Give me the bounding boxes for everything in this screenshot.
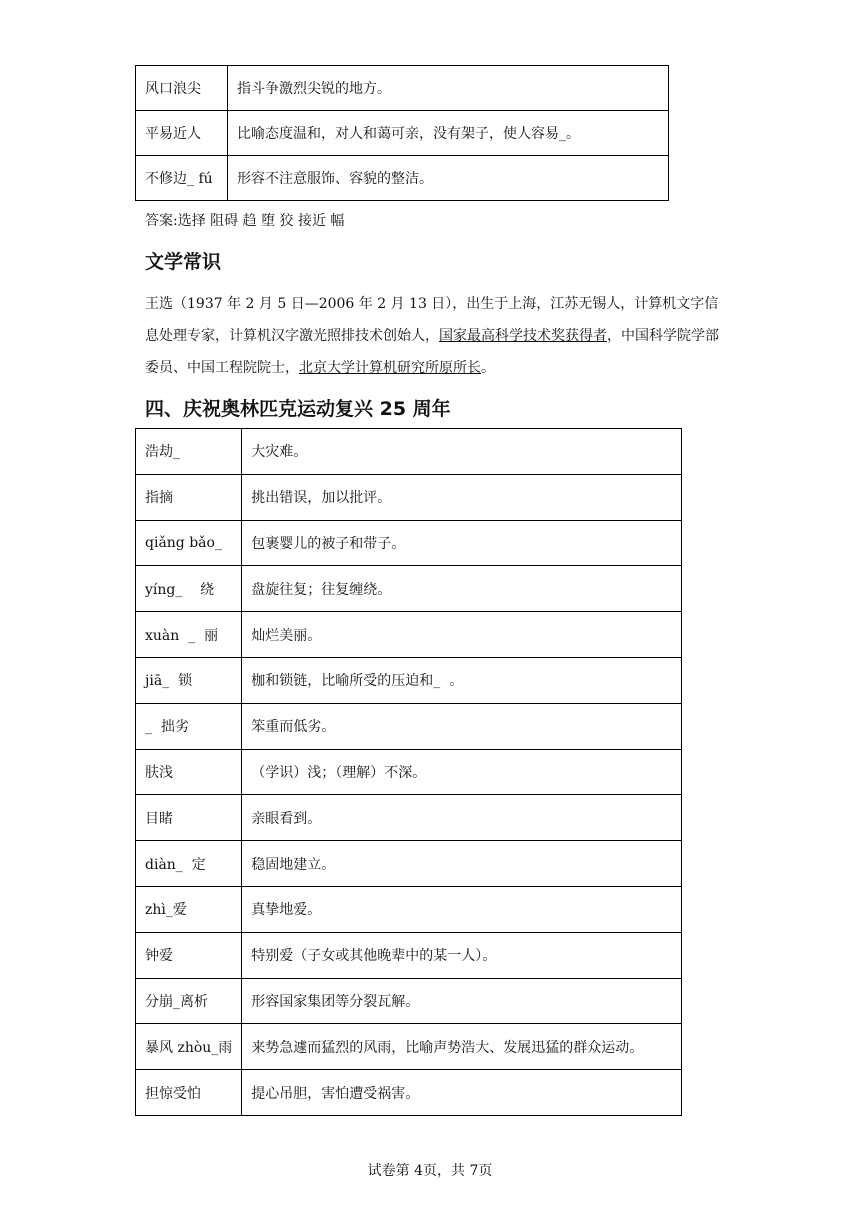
term-cell: xuàn _ 丽 <box>136 612 242 658</box>
section-heading-4: 四、庆祝奥林匹克运动复兴 25 周年 <box>145 398 451 420</box>
term-cell: 不修边_ fú <box>136 156 228 201</box>
underlined-phrase: 北京大学计算机研究所原所长 <box>299 360 481 376</box>
definition-cell: 稳固地建立。 <box>242 841 682 887</box>
definition-cell: 亲眼看到。 <box>242 795 682 841</box>
vocab-table-1 <box>135 65 669 201</box>
definition-cell: 真挚地爱。 <box>242 886 682 932</box>
term-cell: 担惊受怕 <box>136 1070 242 1116</box>
definition-cell: （学识）浅；（理解）不深。 <box>242 749 682 795</box>
table-row <box>136 657 682 703</box>
table-row <box>136 520 682 566</box>
term-cell: 目睹 <box>136 795 242 841</box>
table-row <box>136 795 682 841</box>
definition-cell: 包裹婴儿的被子和带子。 <box>242 520 682 566</box>
literature-text: 王选（1937 年 2 月 5 日—2006 年 2 月 13 日），出生于上海，江苏无锡人，计算机文字信息处理专家，计算机汉字激光照排技术创始人， <box>145 296 719 344</box>
underlined-phrase: 国家最高科学技术奖获得者 <box>439 328 607 344</box>
table-row <box>136 429 682 475</box>
page-footer: 试卷第 4页，共 7页 <box>367 1163 493 1179</box>
definition-cell: 特别爱（子女或其他晚辈中的某一人）。 <box>242 932 682 978</box>
table-row <box>136 612 682 658</box>
definition-cell: 大灾难。 <box>242 429 682 475</box>
term-cell: 肤浅 <box>136 749 242 795</box>
table-row <box>136 841 682 887</box>
term-cell: yíng_ 绕 <box>136 566 242 612</box>
term-cell: zhì_爱 <box>136 886 242 932</box>
vocab-table-2 <box>135 428 682 1116</box>
term-cell: 分崩_离析 <box>136 978 242 1024</box>
definition-cell: 灿烂美丽。 <box>242 612 682 658</box>
term-cell: 暴风 zhòu_雨 <box>136 1024 242 1070</box>
term-cell: 平易近人 <box>136 111 228 156</box>
definition-cell: 挑出错误，加以批评。 <box>242 474 682 520</box>
table-row <box>136 886 682 932</box>
term-cell: qiǎng bǎo_ <box>136 520 242 566</box>
table-row <box>136 66 669 111</box>
table-row <box>136 1070 682 1116</box>
term-cell: 浩劫_ <box>136 429 242 475</box>
table-row <box>136 111 669 156</box>
table-row <box>136 978 682 1024</box>
table-row <box>136 1024 682 1070</box>
term-cell: _ 拙劣 <box>136 703 242 749</box>
table-row <box>136 156 669 201</box>
definition-cell: 来势急遽而猛烈的风雨，比喻声势浩大、发展迅猛的群众运动。 <box>242 1024 682 1070</box>
section-heading-literature: 文学常识 <box>145 251 222 273</box>
definition-cell: 比喻态度温和，对人和蔼可亲，没有架子，使人容易_。 <box>228 111 669 156</box>
definition-cell: 枷和锁链，比喻所受的压迫和_ 。 <box>242 657 682 703</box>
table-row <box>136 932 682 978</box>
table-row <box>136 749 682 795</box>
literature-text: 。 <box>481 360 495 376</box>
table-row <box>136 566 682 612</box>
term-cell: 指摘 <box>136 474 242 520</box>
definition-cell: 笨重而低劣。 <box>242 703 682 749</box>
definition-cell: 指斗争激烈尖锐的地方。 <box>228 66 669 111</box>
answer-line: 答案:选择 阻碍 趋 堕 狡 接近 幅 <box>145 213 345 229</box>
literature-text: ，中国科学院学部委员、中国工程院院士， <box>145 328 719 376</box>
term-cell: 钟爱 <box>136 932 242 978</box>
term-cell: jiā_ 锁 <box>136 657 242 703</box>
table-row <box>136 474 682 520</box>
term-cell: diàn_ 定 <box>136 841 242 887</box>
definition-cell: 盘旋往复；往复缠绕。 <box>242 566 682 612</box>
definition-cell: 提心吊胆，害怕遭受祸害。 <box>242 1070 682 1116</box>
definition-cell: 形容不注意服饰、容貌的整洁。 <box>228 156 669 201</box>
term-cell: 风口浪尖 <box>136 66 228 111</box>
literature-paragraph <box>145 288 725 384</box>
table-row <box>136 703 682 749</box>
definition-cell: 形容国家集团等分裂瓦解。 <box>242 978 682 1024</box>
